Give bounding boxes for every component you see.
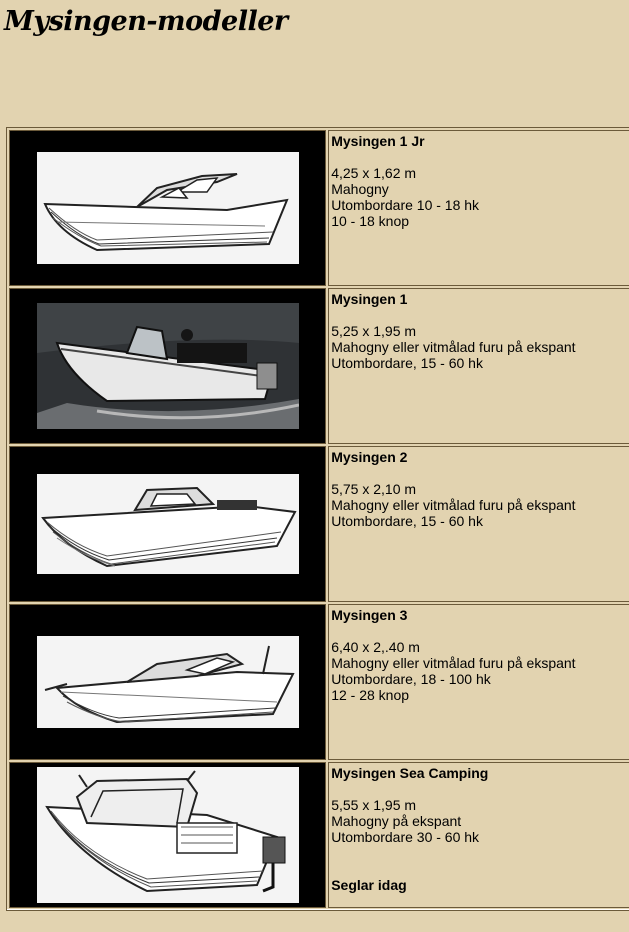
model-dimensions: 5,75 x 2,10 m [331,481,417,497]
model-dimensions: 4,25 x 1,62 m [331,165,417,181]
model-row [9,288,629,444]
boat-image-cell [9,130,326,286]
boat-image [37,767,299,903]
model-row [9,604,629,760]
model-name: Mysingen 2 [331,449,408,465]
model-engine: Utombordare, 18 - 100 hk [331,671,491,687]
boat-image-cell [9,288,326,444]
model-dimensions: 5,25 x 1,95 m [331,323,417,339]
model-material: Mahogny [331,181,389,197]
model-engine: Utombordare 10 - 18 hk [331,197,480,213]
boat-image [37,636,299,728]
model-engine: Utombordare 30 - 60 hk [331,829,480,845]
model-name: Mysingen Sea Camping [331,765,489,781]
model-info [328,288,629,444]
boat-image-cell [9,446,326,602]
page-title: Mysingen-modeller [4,6,288,37]
model-info [328,604,629,760]
boat-image-cell [9,604,326,760]
model-dimensions: 5,55 x 1,95 m [331,797,417,813]
model-row [9,446,629,602]
model-row [9,130,629,286]
model-info [328,130,629,286]
model-name: Mysingen 1 [331,291,408,307]
model-dimensions: 6,40 x 2,.40 m [331,639,420,655]
model-speed: 12 - 28 knop [331,687,410,703]
model-name: Mysingen 1 Jr [331,133,425,149]
model-material: Mahogny eller vitmålad furu på ekspant [331,497,576,513]
model-material: Mahogny eller vitmålad furu på ekspant [331,339,576,355]
model-speed: 10 - 18 knop [331,213,410,229]
model-engine: Utombordare, 15 - 60 hk [331,355,483,371]
boat-photo [37,303,299,429]
model-info [328,762,629,908]
model-row [9,762,629,908]
boat-image [37,152,299,264]
models-table [6,127,629,911]
model-info [328,446,629,602]
model-material: Mahogny eller vitmålad furu på ekspant [331,655,576,671]
model-name: Mysingen 3 [331,607,408,623]
model-engine: Utombordare, 15 - 60 hk [331,513,483,529]
boat-image [37,474,299,574]
model-material: Mahogny på ekspant [331,813,462,829]
model-note: Seglar idag [331,877,407,893]
boat-image-cell [9,762,326,908]
